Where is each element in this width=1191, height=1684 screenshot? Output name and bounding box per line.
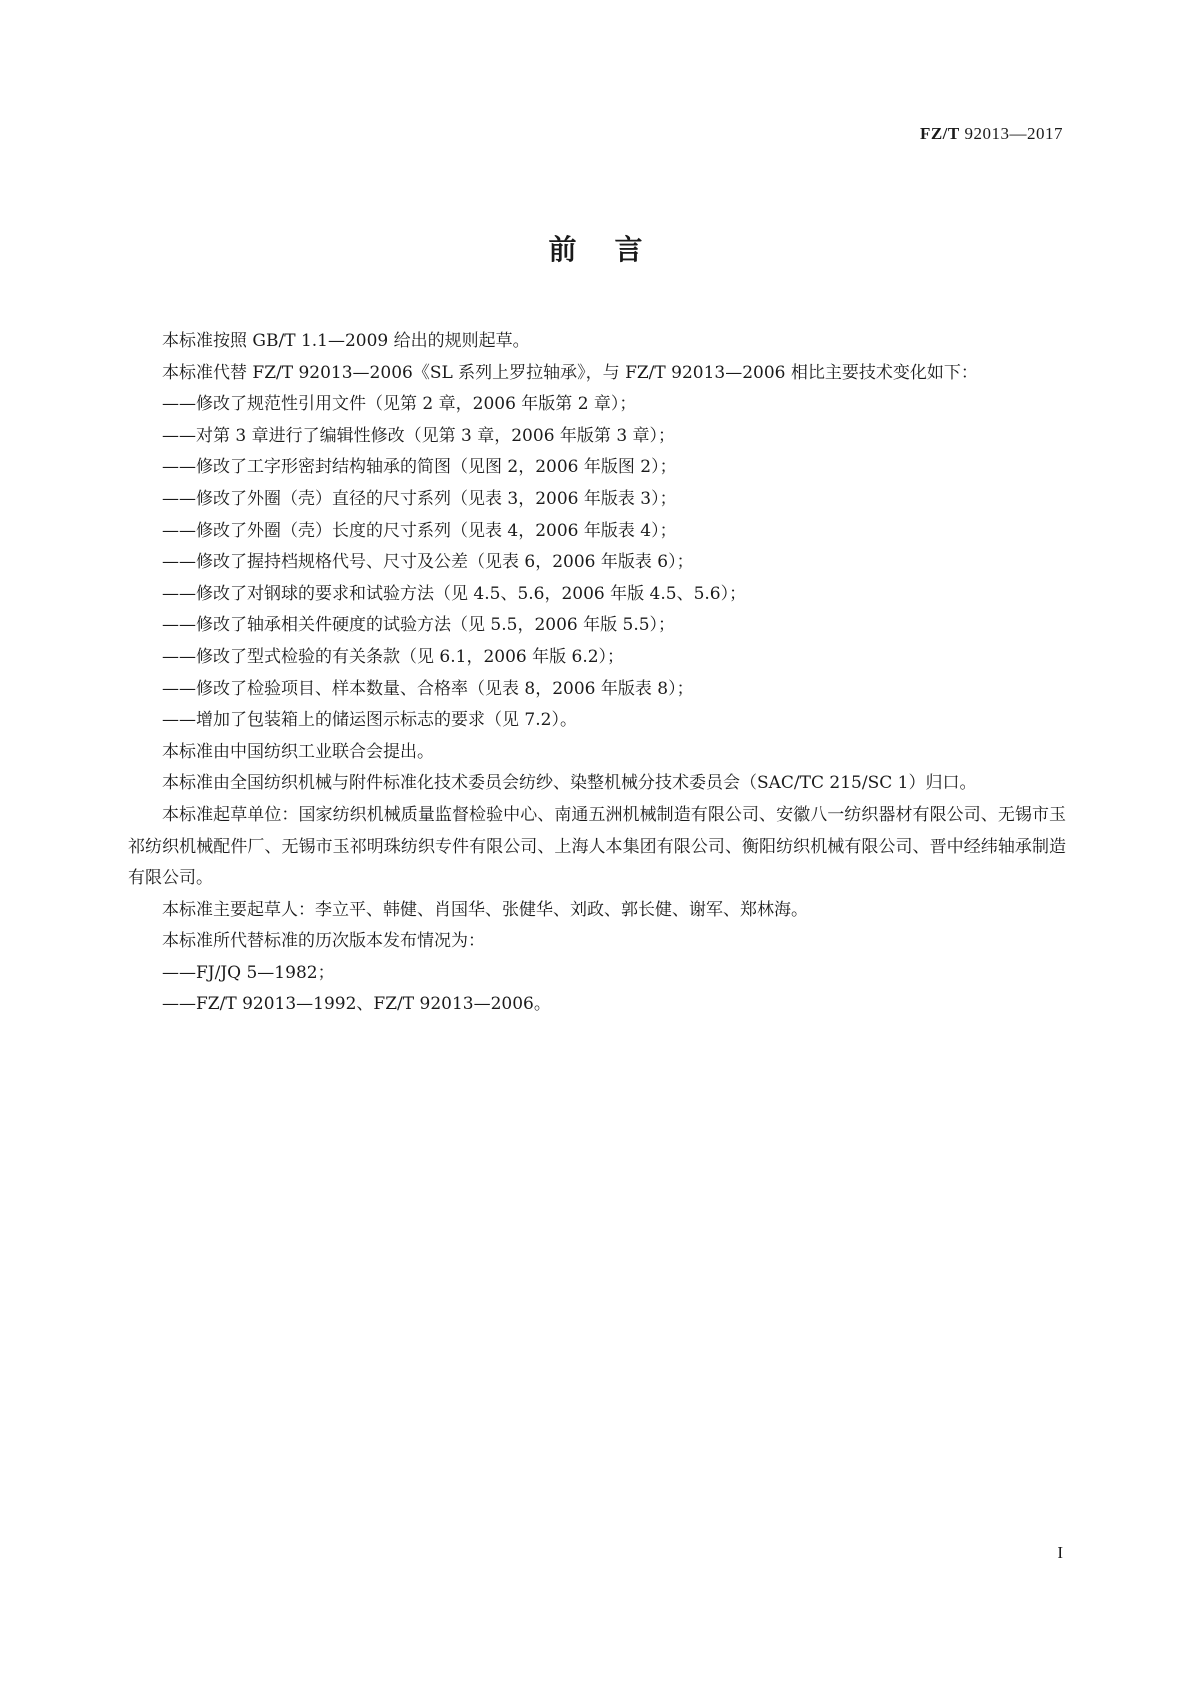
standard-code <box>920 124 1063 144</box>
change-item: ——修改了外圈（壳）直径的尺寸系列（见表 3，2006 年版表 3）； <box>162 488 677 509</box>
paragraph-drafting-units: 本标准起草单位：国家纺织机械质量监督检验中心、南通五洲机械制造有限公司、安徽八一纺织器材有限公司、无锡市玉祁纺织机械配件厂、无锡市玉祁明珠纺织专件有限公司、上海人本集团有限公司、衡阳纺织机械有限公司、晋中经纬轴承制造有限公司。 <box>128 804 1066 889</box>
paragraph-drafting-rules: 本标准按照 GB/T 1.1—2009 给出的规则起草。 <box>162 331 530 351</box>
paragraph-proposer: 本标准由中国纺织工业联合会提出。 <box>162 741 434 762</box>
foreword-body <box>128 326 1066 1021</box>
change-item: ——修改了外圈（壳）长度的尺寸系列（见表 4，2006 年版表 4）； <box>162 520 677 541</box>
history-item: ——FZ/T 92013—1992、FZ/T 92013—2006。 <box>162 994 551 1015</box>
change-item: ——修改了握持档规格代号、尺寸及公差（见表 6，2006 年版表 6）； <box>162 552 694 573</box>
paragraph-drafters: 本标准主要起草人：李立平、韩健、肖国华、张健华、刘政、郭长健、谢军、郑林海。 <box>162 899 808 920</box>
paragraph-committee: 本标准由全国纺织机械与附件标准化技术委员会纺纱、染整机械分技术委员会（SAC/TC 215/SC 1）归口。 <box>162 773 977 794</box>
change-item: ——修改了规范性引用文件（见第 2 章，2006 年版第 2 章）； <box>162 394 637 415</box>
paragraph-replacement: 本标准代替 FZ/T 92013—2006《SL 系列上罗拉轴承》，与 FZ/T 92013—2006 相比主要技术变化如下： <box>162 362 978 383</box>
history-item: ——FJ/JQ 5—1982； <box>162 962 335 983</box>
change-item: ——对第 3 章进行了编辑性修改（见第 3 章，2006 年版第 3 章）； <box>162 425 676 446</box>
standard-code-number: 92013—2017 <box>959 124 1063 143</box>
paragraph-history-intro: 本标准所代替标准的历次版本发布情况为： <box>162 931 485 952</box>
change-item: ——修改了对钢球的要求和试验方法（见 4.5、5.6，2006 年版 4.5、5.6）； <box>162 583 747 604</box>
change-item: ——增加了包装箱上的储运图示标志的要求（见 7.2）。 <box>162 710 577 731</box>
change-item: ——修改了型式检验的有关条款（见 6.1，2006 年版 6.2）； <box>162 646 625 667</box>
page-number: I <box>1057 1543 1063 1562</box>
change-item: ——修改了工字形密封结构轴承的简图（见图 2，2006 年版图 2）； <box>162 457 677 478</box>
page-title: 前言 <box>548 233 681 266</box>
change-item: ——修改了轴承相关件硬度的试验方法（见 5.5，2006 年版 5.5）； <box>162 615 676 636</box>
change-item: ——修改了检验项目、样本数量、合格率（见表 8，2006 年版表 8）； <box>162 678 694 699</box>
standard-code-prefix: FZ/T <box>919 124 960 143</box>
